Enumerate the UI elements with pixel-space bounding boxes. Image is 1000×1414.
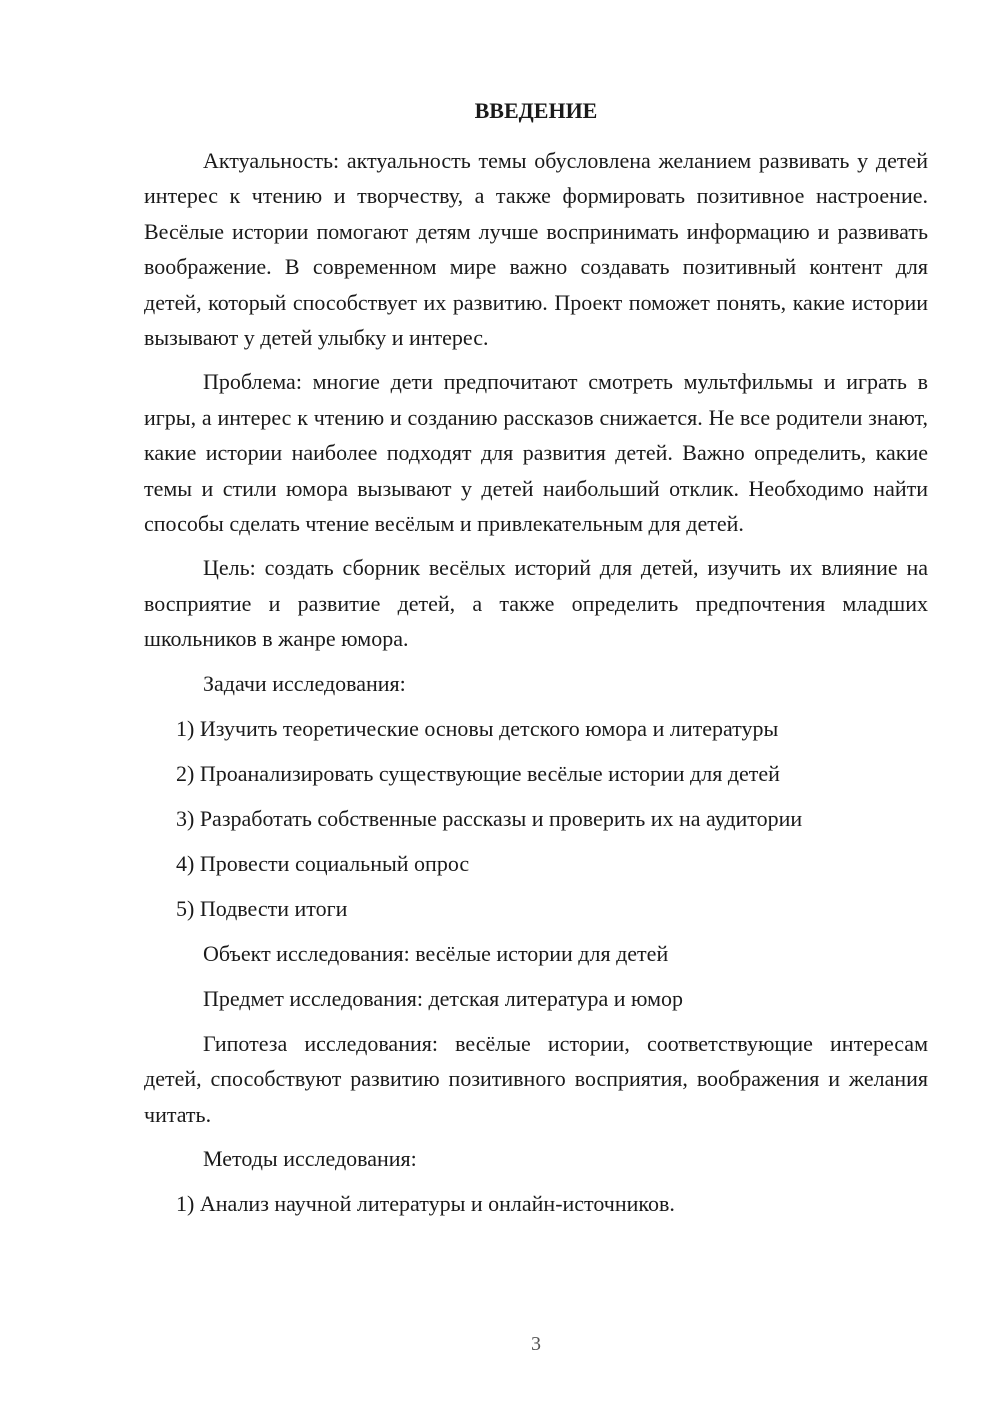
goal-paragraph: Цель: создать сборник весёлых историй для детей, изучить их влияние на восприятие и развитие детей, а также определить предпочтения младших школьников в жанре юмора. [144,555,928,652]
page-number: 3 [531,1333,541,1355]
task-item: 4) Провести социальный опрос [176,850,470,876]
task-item: 1) Изучить теоретические основы детского юмора и литературы [176,715,779,741]
problem-paragraph: Проблема: многие дети предпочитают смотреть мультфильмы и играть в игры, а интерес к чтению и созданию рассказов снижается. Не все родители знают, какие истории наиболее подходят для развития детей. Важно определить, какие темы и стили юмора вызывают у детей наибольший отклик. Необходимо найти способы сделать чтение весёлым и привлекательным для детей. [144,369,928,537]
methods-heading: Методы исследования: [203,1145,417,1171]
page-title: ВВЕДЕНИЕ [474,98,598,123]
relevance-paragraph: Актуальность: актуальность темы обусловлена желанием развивать у детей интерес к чтению и творчеству, а также формировать позитивное настроение. Весёлые истории помогают детям лучше воспринимать информацию и развивать воображение. В современном мире важно создавать позитивный контент для детей, который способствует их развитию. Проект поможет понять, какие истории вызывают у детей улыбку и интерес. [144,148,928,351]
task-item: 3) Разработать собственные рассказы и проверить их на аудитории [176,805,803,831]
tasks-heading: Задачи исследования: [203,670,406,696]
method-item: 1) Анализ научной литературы и онлайн-источников. [176,1190,675,1216]
hypothesis-paragraph: Гипотеза исследования: весёлые истории, соответствующие интересам детей, способствуют развитию позитивного восприятия, воображения и желания читать. [144,1030,928,1127]
research-object: Объект исследования: весёлые истории для детей [203,940,669,966]
task-item: 2) Проанализировать существующие весёлые истории для детей [176,760,780,786]
task-item: 5) Подвести итоги [176,895,348,921]
research-subject: Предмет исследования: детская литература и юмор [203,985,684,1011]
page-body [144,143,928,1231]
